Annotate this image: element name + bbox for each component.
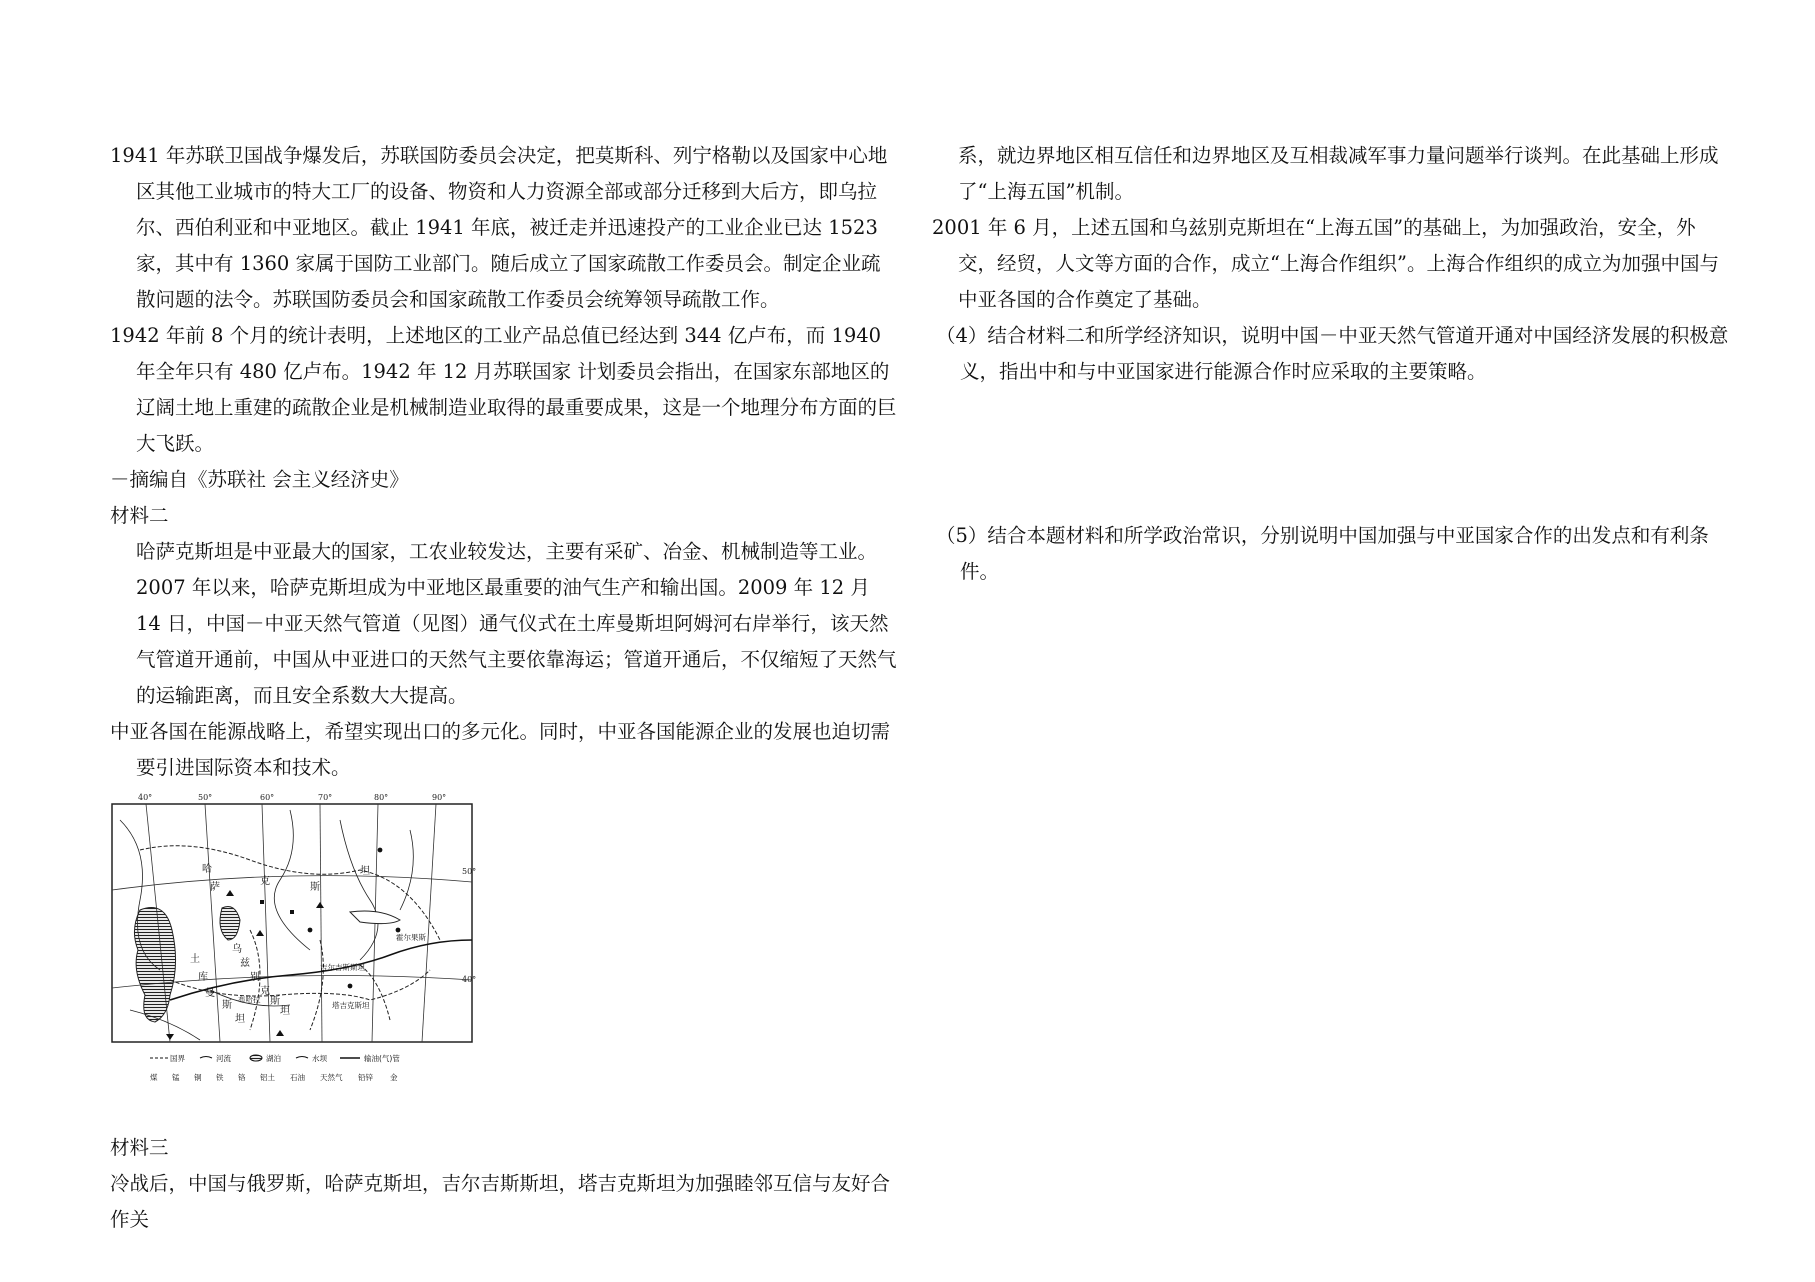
legend-item: 国界 xyxy=(170,1054,185,1063)
legend-item: 天然气 xyxy=(320,1073,343,1082)
lat-label: 50° xyxy=(462,867,477,876)
question-4: （4）结合材料二和所学经济知识，说明中国－中亚天然气管道开通对中国经济发展的积极意义，指出中和与中亚国家进行能源合作时应采取的主要策略。 xyxy=(936,324,1729,383)
region-label: 兹 xyxy=(240,958,250,969)
material-three-paragraph-1: 冷战后，中国与俄罗斯，哈萨克斯坦，吉尔吉斯斯坦，塔吉克斯坦为加强睦邻互信与友好合作关 xyxy=(110,1172,891,1231)
lon-label: 50° xyxy=(198,793,213,802)
caspian-sea xyxy=(134,908,175,1023)
lon-label: 60° xyxy=(260,793,275,802)
place-label: 吉尔吉斯斯坦 xyxy=(320,963,365,972)
region-label: 坦 xyxy=(360,866,370,877)
legend-item: 铬 xyxy=(238,1073,246,1082)
material-one-paragraph-1: 1941 年苏联卫国战争爆发后，苏联国防委员会决定，把莫斯科、列宁格勒以及国家中心地区其他工业城市的特大工厂的设备、物资和人力资源全部或部分迁移到大后方，即乌拉尔、西伯利亚和中亚地区。截止 1941 年底，被迁走并迅速投产的工业企业已达 1523 家，其中有 1360 家属于国防工业部门。随后成立了国家疏散工作委员会。制定企业疏散问题的法令。苏联国防委员会和国家疏散工作委员会统筹领导疏散工作。 xyxy=(110,144,888,311)
legend-item: 煤 xyxy=(150,1073,158,1082)
region-label: 土 xyxy=(190,954,200,965)
balkhash-lake xyxy=(350,911,400,924)
material-three-paragraph-1-continued: 系，就边界地区相互信任和边界地区及互相裁减军事力量问题举行谈判。在此基础上形成了“上海五国”机制。 xyxy=(958,144,1719,203)
borders xyxy=(140,846,440,1030)
region-label: 斯 xyxy=(310,882,320,893)
legend-item: 铝土 xyxy=(260,1073,275,1082)
right-column xyxy=(932,138,1732,610)
lat-label: 40° xyxy=(462,975,477,984)
place-label: 塔吉克斯坦 xyxy=(332,1001,370,1010)
region-label: 坦 xyxy=(280,1006,290,1017)
left-column xyxy=(110,138,900,1238)
region-label: 库 xyxy=(198,972,208,983)
region-label: 萨 xyxy=(210,882,220,893)
legend-item: 金 xyxy=(390,1073,398,1082)
region-label: 斯 xyxy=(222,1000,232,1011)
legend-item: 石油 xyxy=(290,1073,305,1082)
region-label: 别 xyxy=(250,972,260,983)
region-label: 坦 xyxy=(235,1014,245,1025)
region-label: 斯 xyxy=(270,996,280,1007)
map-legend xyxy=(150,1053,400,1082)
question-5: （5）结合本题材料和所学政治常识，分别说明中国加强与中亚国家合作的出发点和有利条件。 xyxy=(936,524,1709,583)
lon-label: 70° xyxy=(318,793,333,802)
material-one-source: －摘编自《苏联社 会主义经济史》 xyxy=(110,468,409,491)
region-label: 曼 xyxy=(205,988,215,999)
region-label: 克 xyxy=(260,986,270,997)
region-label: 克 xyxy=(260,876,270,887)
aral-sea xyxy=(220,907,240,941)
material-two-paragraph-2: 中亚各国在能源战略上，希望实现出口的多元化。同时，中亚各国能源企业的发展也迫切需要引进国际资本和技术。 xyxy=(110,720,891,779)
place-label: 霍尔果斯 xyxy=(396,933,426,942)
central-asia-pipeline-map xyxy=(110,790,480,1100)
legend-item: 河流 xyxy=(216,1054,231,1063)
region-label: 哈 xyxy=(202,864,212,875)
legend-item: 水坝 xyxy=(312,1054,327,1063)
legend-item: 锰 xyxy=(172,1073,180,1082)
legend-item: 铅锌 xyxy=(358,1073,373,1082)
lon-label: 80° xyxy=(374,793,389,802)
material-two-paragraph-1: 哈萨克斯坦是中亚最大的国家，工农业较发达，主要有采矿、冶金、机械制造等工业。 2007 年以来，哈萨克斯坦成为中亚地区最重要的油气生产和输出国。2009 年 12 月 14 日，中国－中亚天然气管道（见图）通气仪式在土库曼斯坦阿姆河右岸举行，该天然气管道开通前，中国从中亚进口的天然气主要依靠海运；管道开通后，不仅缩短了天然气的运输距离，而且安全系数大大提高。 xyxy=(136,540,897,707)
material-three-label: 材料三 xyxy=(110,1136,169,1159)
lon-label: 90° xyxy=(432,793,447,802)
place-label: 布哈拉 xyxy=(238,995,261,1004)
legend-item: 湖泊 xyxy=(266,1054,281,1063)
region-label: 乌 xyxy=(232,944,242,955)
lon-label: 40° xyxy=(138,793,153,802)
map-svg xyxy=(110,790,480,1100)
material-two-label: 材料二 xyxy=(110,504,169,527)
material-three-paragraph-2: 2001 年 6 月，上述五国和乌兹别克斯坦在“上海五国”的基础上，为加强政治，安全，外交，经贸，人文等方面的合作，成立“上海合作组织”。上海合作组织的成立为加强中国与中亚各国的合作奠定了基础。 xyxy=(932,216,1719,311)
legend-item: 铜 xyxy=(194,1073,202,1082)
material-one-paragraph-2: 1942 年前 8 个月的统计表明，上述地区的工业产品总值已经达到 344 亿卢布，而 1940 年全年只有 480 亿卢布。1942 年 12 月苏联国家 计划委员会指出，在国家东部地区的辽阔土地上重建的疏散企业是机械制造业取得的最重要成果，这是一个地理分布方面的巨大飞跃。 xyxy=(110,324,897,455)
legend-item: 铁 xyxy=(216,1073,224,1082)
legend-item: 输油(气)管 xyxy=(364,1054,400,1063)
